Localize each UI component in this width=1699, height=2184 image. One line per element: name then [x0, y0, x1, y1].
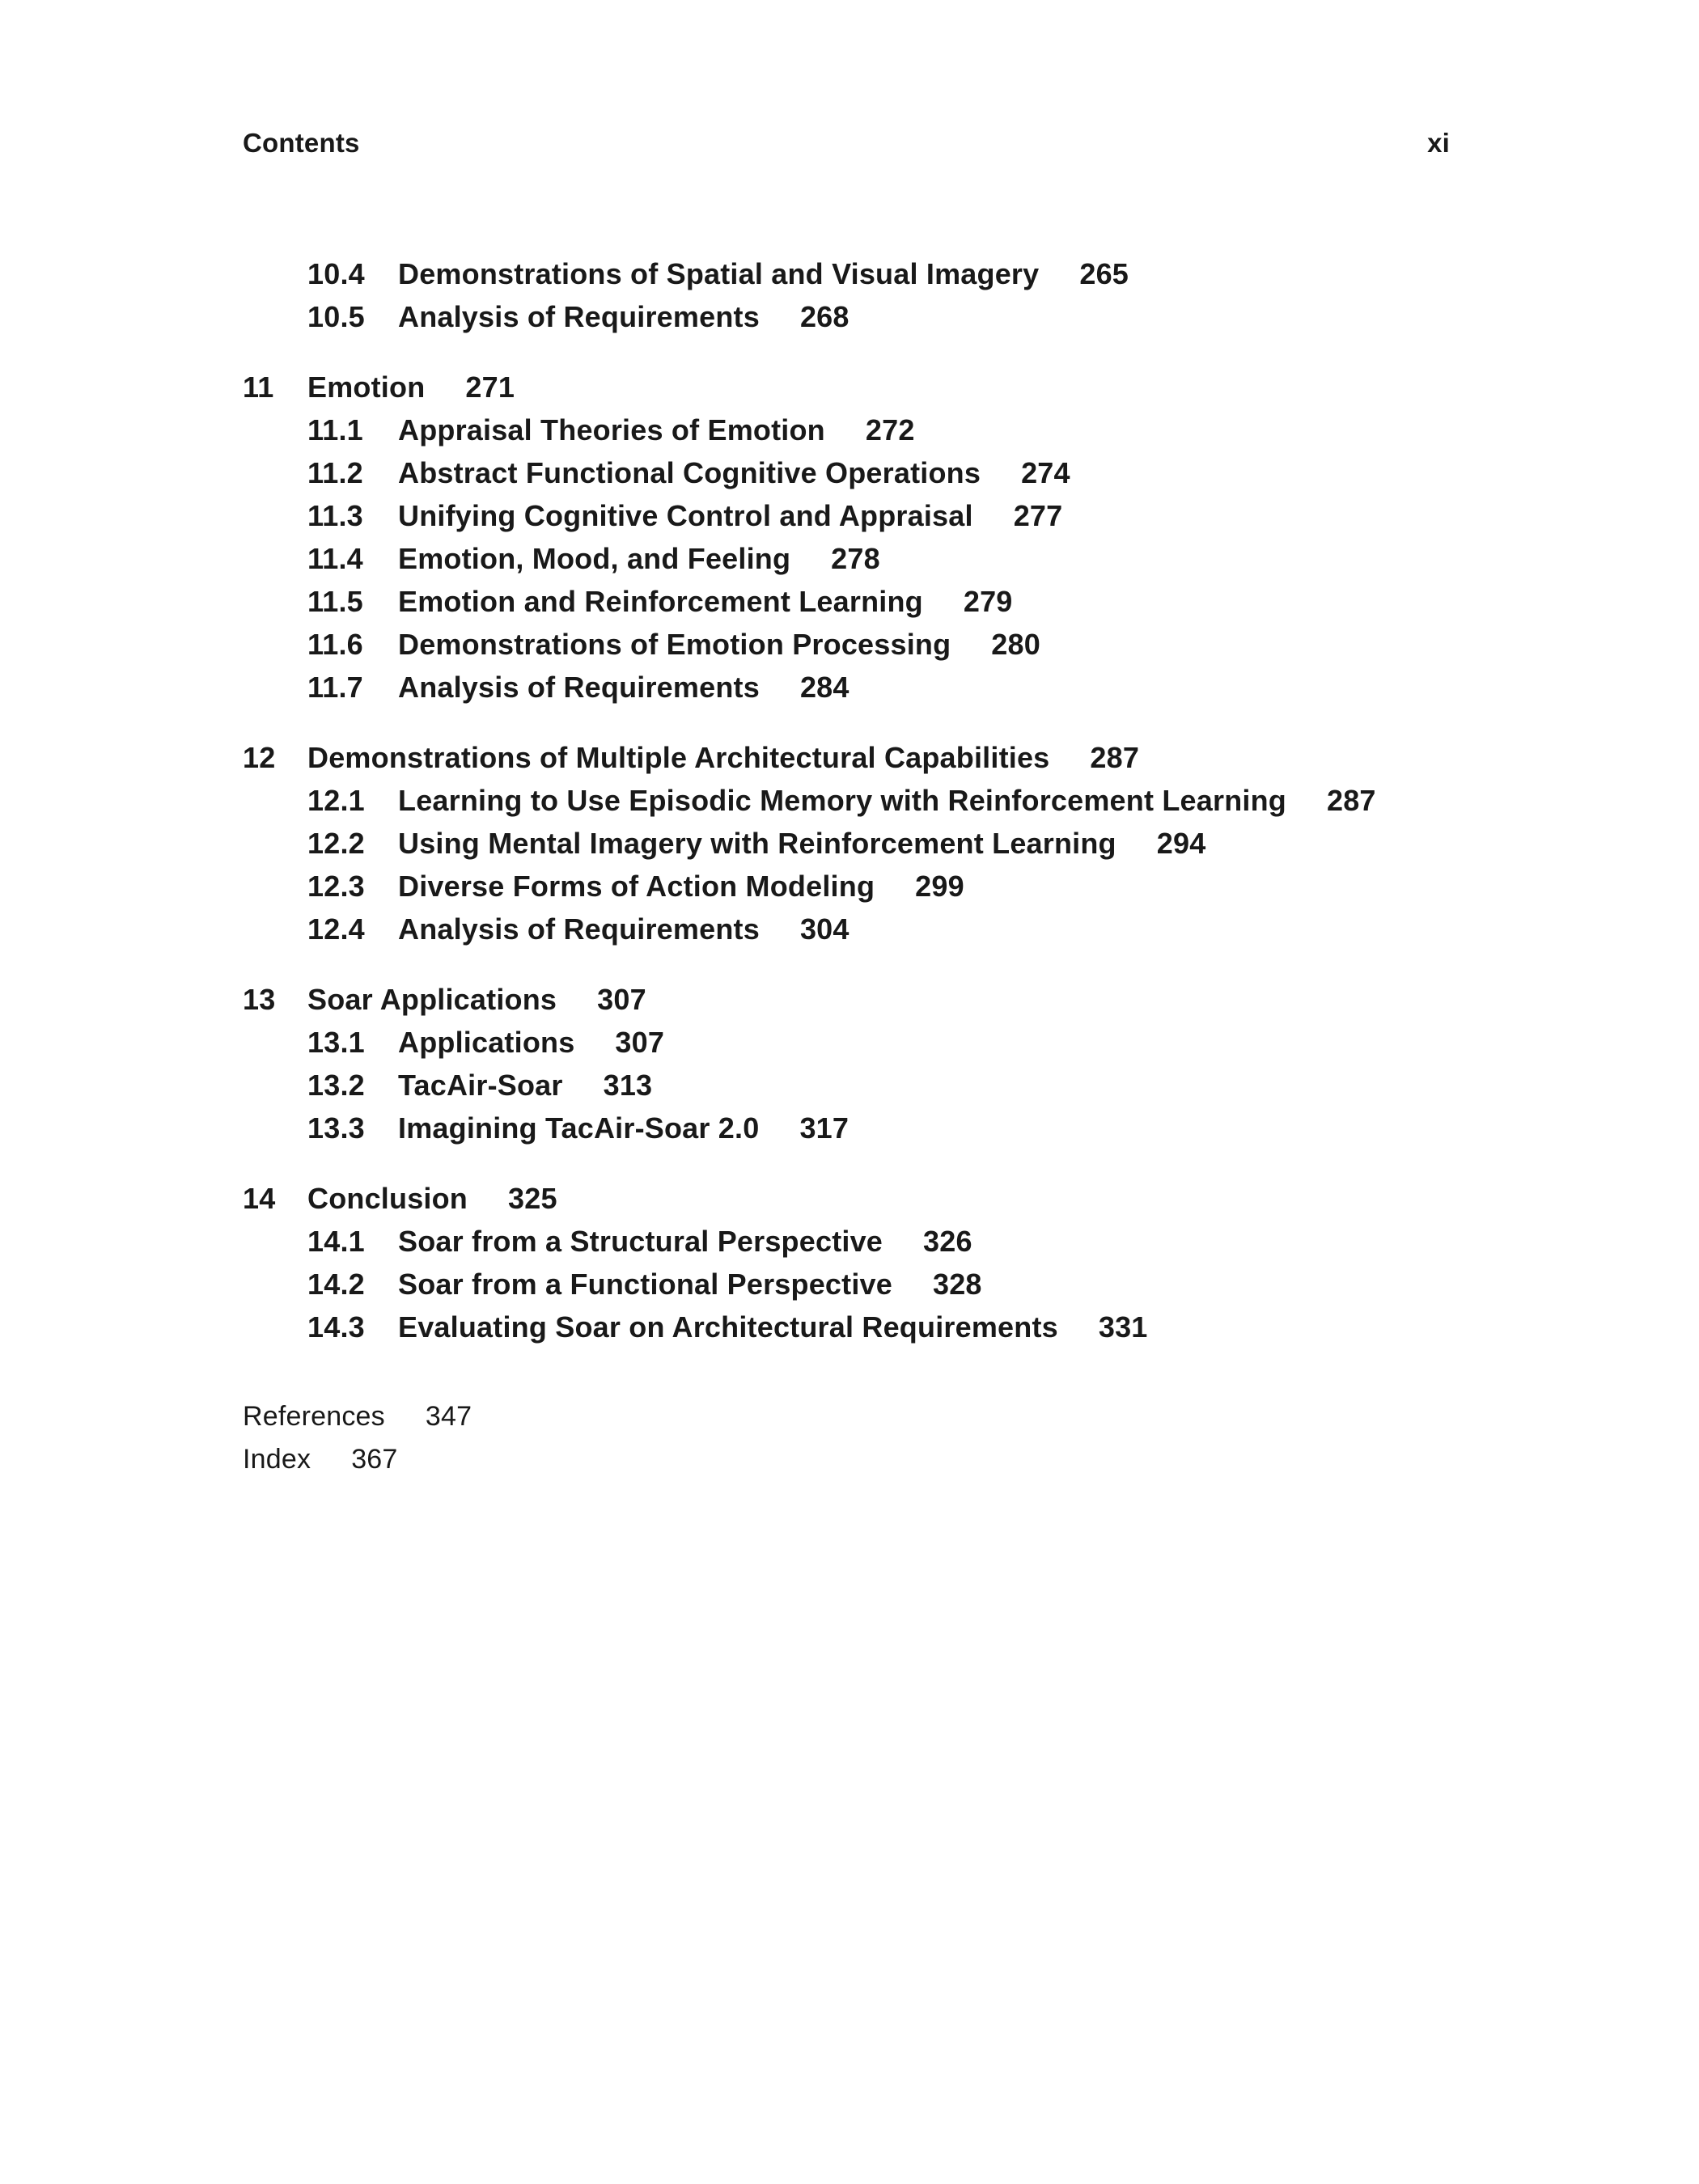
- entry-number: 14.2: [307, 1268, 365, 1301]
- toc-section-entry: [243, 1064, 1537, 1107]
- entry-title: Unifying Cognitive Control and Appraisal: [398, 499, 973, 532]
- entry-title: Applications: [398, 1026, 575, 1059]
- entry-title: Emotion, Mood, and Feeling: [398, 542, 791, 575]
- toc-section-entry: [243, 1263, 1537, 1306]
- entry-page-number: 287: [1326, 784, 1376, 817]
- entry-page-number: 331: [1098, 1310, 1148, 1344]
- entry-number: 14.1: [307, 1225, 365, 1258]
- entry-title: Diverse Forms of Action Modeling: [398, 870, 875, 903]
- entry-number: 10.4: [307, 257, 365, 290]
- entry-number: 11.4: [307, 542, 363, 575]
- entry-number: 13.1: [307, 1026, 365, 1059]
- backmatter-label: Index: [243, 1444, 311, 1475]
- table-of-contents: [243, 252, 1537, 1481]
- entry-page-number: 265: [1079, 257, 1129, 290]
- entry-page-number: 278: [831, 542, 880, 575]
- running-head: [243, 128, 1450, 159]
- entry-page-number: 328: [932, 1268, 982, 1301]
- entry-title: Abstract Functional Cognitive Operations: [398, 456, 981, 489]
- entry-number: 13: [243, 983, 276, 1016]
- entry-page-number: 367: [351, 1444, 398, 1475]
- entry-number: 13.3: [307, 1111, 365, 1145]
- toc-chapter-entry: [243, 1177, 1537, 1220]
- entry-title: Soar Applications: [307, 983, 557, 1016]
- toc-section-entry: [243, 1107, 1537, 1149]
- entry-title: Emotion and Reinforcement Learning: [398, 585, 923, 618]
- entry-number: 11.7: [307, 671, 363, 704]
- entry-page-number: 307: [597, 983, 646, 1016]
- entry-title: Demonstrations of Multiple Architectural Capabilities: [307, 741, 1050, 774]
- entry-page-number: 294: [1156, 827, 1206, 860]
- backmatter-entry: [243, 1438, 1537, 1481]
- entry-title: Analysis of Requirements: [398, 671, 760, 704]
- entry-title: TacAir-Soar: [398, 1069, 563, 1102]
- entry-page-number: 280: [991, 628, 1040, 661]
- entry-page-number: 279: [963, 585, 1013, 618]
- entry-title: Demonstrations of Spatial and Visual Imagery: [398, 257, 1040, 290]
- entry-title: Soar from a Functional Perspective: [398, 1268, 892, 1301]
- entry-number: 11.6: [307, 628, 363, 661]
- entry-number: 11.5: [307, 585, 363, 618]
- entry-number: 12: [243, 741, 276, 774]
- toc-section-entry: [243, 295, 1537, 338]
- entry-page-number: 347: [425, 1401, 472, 1432]
- toc-entry-list: [243, 252, 1537, 1348]
- entry-page-number: 317: [799, 1111, 850, 1145]
- toc-chapter-entry: [243, 366, 1537, 408]
- entry-page-number: 307: [615, 1026, 665, 1059]
- entry-page-number: 325: [508, 1182, 557, 1215]
- entry-number: 12.1: [307, 784, 365, 817]
- toc-section-entry: [243, 908, 1537, 950]
- entry-number: 10.5: [307, 300, 365, 333]
- toc-section-entry: [243, 408, 1537, 451]
- toc-chapter-entry: [243, 978, 1537, 1021]
- toc-section-entry: [243, 494, 1537, 537]
- entry-number: 11: [243, 370, 274, 404]
- entry-title: Conclusion: [307, 1182, 468, 1215]
- entry-page-number: 272: [865, 413, 915, 447]
- entry-number: 13.2: [307, 1069, 365, 1102]
- entry-page-number: 274: [1021, 456, 1070, 489]
- entry-page-number: 268: [799, 300, 850, 333]
- backmatter-label: References: [243, 1401, 385, 1432]
- toc-section-entry: [243, 1220, 1537, 1263]
- toc-section-entry: [243, 1021, 1537, 1064]
- backmatter-entry: [243, 1395, 1537, 1438]
- entry-number: 11.2: [307, 456, 363, 489]
- toc-section-entry: [243, 451, 1537, 494]
- entry-title: Demonstrations of Emotion Processing: [398, 628, 951, 661]
- toc-section-entry: [243, 865, 1537, 908]
- entry-title: Soar from a Structural Perspective: [398, 1225, 883, 1258]
- backmatter-list: [243, 1395, 1537, 1481]
- entry-number: 11.1: [307, 413, 363, 447]
- toc-section-entry: [243, 580, 1537, 623]
- entry-number: 12.3: [307, 870, 365, 903]
- toc-chapter-entry: [243, 736, 1537, 779]
- entry-page-number: 326: [923, 1225, 972, 1258]
- entry-title: Evaluating Soar on Architectural Requirements: [398, 1310, 1058, 1344]
- entry-page-number: 287: [1090, 741, 1140, 774]
- entry-page-number: 277: [1013, 499, 1063, 532]
- page-folio: xi: [1427, 128, 1450, 158]
- entry-number: 12.2: [307, 827, 365, 860]
- entry-title: Using Mental Imagery with Reinforcement Learning: [398, 827, 1116, 860]
- entry-page-number: 284: [799, 671, 850, 704]
- toc-section-entry: [243, 252, 1537, 295]
- entry-title: Learning to Use Episodic Memory with Reinforcement Learning: [398, 784, 1286, 817]
- entry-page-number: 304: [799, 912, 850, 946]
- entry-title: Analysis of Requirements: [398, 300, 760, 333]
- toc-section-entry: [243, 666, 1537, 709]
- toc-section-entry: [243, 779, 1537, 822]
- toc-section-entry: [243, 1306, 1537, 1348]
- entry-number: 12.4: [307, 912, 365, 946]
- running-head-title: Contents: [243, 128, 360, 158]
- toc-section-entry: [243, 822, 1537, 865]
- entry-title: Appraisal Theories of Emotion: [398, 413, 825, 447]
- entry-title: Emotion: [307, 370, 426, 404]
- toc-section-entry: [243, 537, 1537, 580]
- entry-page-number: 271: [465, 370, 515, 404]
- entry-page-number: 313: [603, 1069, 653, 1102]
- toc-section-entry: [243, 623, 1537, 666]
- entry-title: Analysis of Requirements: [398, 912, 760, 946]
- entry-page-number: 299: [915, 870, 964, 903]
- entry-number: 14.3: [307, 1310, 365, 1344]
- entry-title: Imagining TacAir-Soar 2.0: [398, 1111, 760, 1145]
- entry-number: 14: [243, 1182, 276, 1215]
- entry-number: 11.3: [307, 499, 363, 532]
